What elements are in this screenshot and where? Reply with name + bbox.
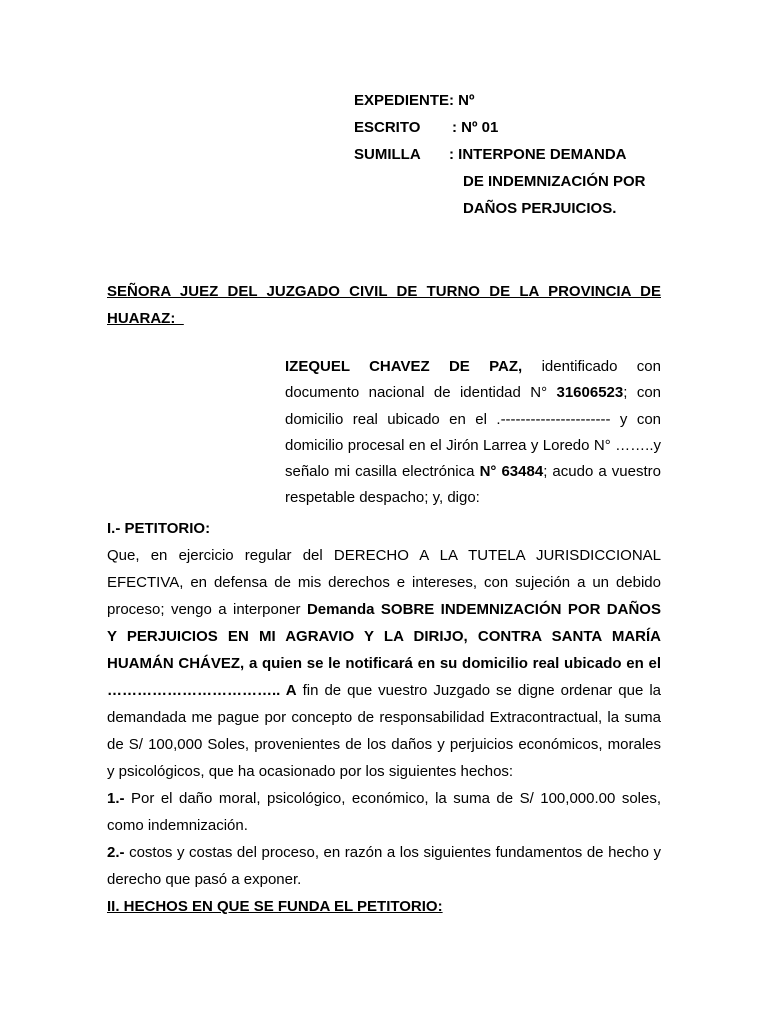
petitorio-heading-text: I.- PETITORIO: <box>107 520 211 537</box>
item-2-number: 2.- <box>107 844 125 861</box>
escrito-label: ESCRITO <box>354 119 421 136</box>
casilla-number: N° 63484 <box>479 463 544 481</box>
petitorio-line-6 <box>107 677 661 704</box>
petitorio-line-2: EFECTIVA, en defensa de mis derechos e intereses, con sujeción a un debido <box>107 574 661 591</box>
intro-line-3: domicilio real ubicado en el .---------------------- y con <box>285 410 661 428</box>
sumilla-value-1: : INTERPONE DEMANDA <box>449 146 627 163</box>
intro-text-1: identificado con <box>541 358 661 375</box>
petitorio-heading <box>107 515 661 542</box>
item-1-text: Por el daño moral, psicológico, económico, la suma de S/ 100,000.00 soles, <box>124 790 661 807</box>
petitorio-line-7: demandada me pague por concepto de responsabilidad Extracontractual, la suma <box>107 709 661 726</box>
intro-line-6: respetable despacho; y, digo: <box>285 489 480 507</box>
addressee-line-1: SEÑORA JUEZ DEL JUZGADO CIVIL DE TURNO DE LA PROVINCIA DE <box>107 283 661 300</box>
petitorio-text-5: HUAMÁN CHÁVEZ, a quien se le notificará en su domicilio real ubicado en el <box>107 655 661 672</box>
intro-line-4: domicilio procesal en el Jirón Larrea y Loredo N° ……..y <box>285 436 661 454</box>
petitorio-line-5 <box>107 650 661 677</box>
addressee-heading <box>107 278 661 332</box>
item-1-number: 1.- <box>107 790 125 807</box>
expediente-line <box>354 92 475 110</box>
item-2-continuation: derecho que pasó a exponer. <box>107 871 302 888</box>
plaintiff-name: IZEQUEL CHAVEZ DE PAZ, <box>285 358 523 375</box>
intro-text-3: ; con <box>623 384 661 402</box>
escrito-value: : Nº 01 <box>452 119 499 136</box>
petitorio-text-3a: proceso; vengo a interponer <box>107 601 307 618</box>
petitorio-text-3b: Demanda SOBRE INDEMNIZACIÓN POR DAÑOS <box>306 601 661 618</box>
intro-line-2 <box>285 380 661 406</box>
petitorio-line-9: y psicológicos, que ha ocasionado por los siguientes hechos: <box>107 763 514 780</box>
petitorio-line-3 <box>107 596 661 623</box>
dni-number: 31606523 <box>556 384 624 402</box>
petitorio-text-4: Y PERJUICIOS EN MI AGRAVIO Y LA DIRIJO, CONTRA SANTA MARÍA <box>107 628 661 645</box>
intro-paragraph <box>285 354 661 512</box>
item-2-text: costos y costas del proceso, en razón a los siguientes fundamentos de hecho y <box>124 844 661 861</box>
hechos-heading-text: II. HECHOS EN QUE SE FUNDA EL PETITORIO: <box>107 898 443 915</box>
hechos-heading <box>107 893 661 920</box>
item-1-line <box>107 785 661 812</box>
intro-text-6: señalo mi casilla electrónica <box>285 463 475 481</box>
petitorio-section <box>107 515 661 920</box>
sumilla-label: SUMILLA <box>354 146 421 163</box>
escrito-line <box>354 119 499 137</box>
intro-text-2: documento nacional de identidad N° <box>285 384 548 402</box>
addressee-line-2: HUARAZ:_ <box>107 310 184 327</box>
intro-text-7: ; acudo a vuestro <box>543 463 661 481</box>
sumilla-value-2: DE INDEMNIZACIÓN POR <box>463 173 646 190</box>
item-2-line <box>107 839 661 866</box>
intro-line-5 <box>285 459 661 485</box>
sumilla-line <box>354 146 627 164</box>
expediente-label: EXPEDIENTE: Nº <box>354 92 475 109</box>
petitorio-text-6a: …………………………….. A <box>107 682 297 699</box>
intro-line-1 <box>285 354 661 380</box>
petitorio-line-1: Que, en ejercicio regular del DERECHO A LA TUTELA JURISDICCIONAL <box>107 547 661 564</box>
petitorio-text-6b: fin de que vuestro Juzgado se digne ordenar que la <box>296 682 661 699</box>
sumilla-value-3: DAÑOS PERJUICIOS. <box>463 200 617 217</box>
item-1-continuation: como indemnización. <box>107 817 248 834</box>
petitorio-line-8: de S/ 100,000 Soles, provenientes de los daños y perjuicios económicos, morales <box>107 736 661 753</box>
petitorio-line-4 <box>107 623 661 650</box>
